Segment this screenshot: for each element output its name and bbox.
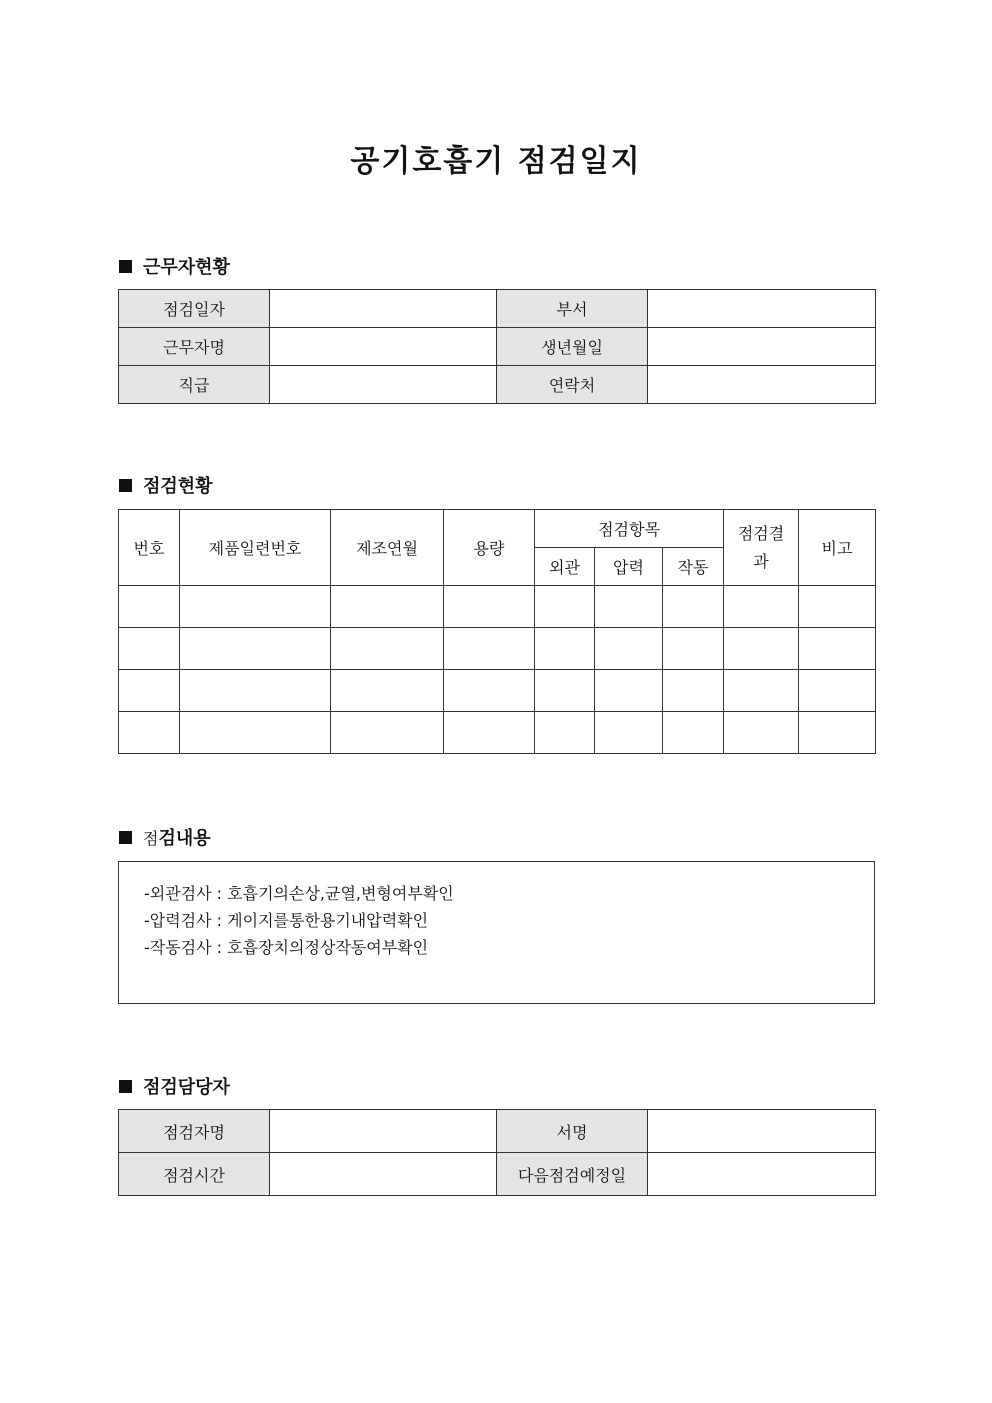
column-header-serial: 제품일련번호 (180, 510, 331, 586)
table-cell[interactable] (331, 712, 444, 754)
department-field[interactable] (648, 290, 876, 328)
table-cell[interactable] (331, 670, 444, 712)
table-cell[interactable] (535, 586, 595, 628)
table-cell[interactable] (535, 670, 595, 712)
table-cell[interactable] (799, 628, 876, 670)
table-cell[interactable] (663, 712, 724, 754)
content-line-pressure: -압력검사 : 게이지를통한용기내압력확인 (144, 911, 429, 930)
position-label: 직급 (119, 366, 270, 404)
table-row (119, 712, 876, 754)
bullet-square-icon (119, 260, 132, 273)
section-heading-content-prefix: 점 (143, 828, 159, 848)
table-cell[interactable] (724, 586, 799, 628)
table-cell[interactable] (595, 586, 663, 628)
table-cell[interactable] (595, 628, 663, 670)
table-cell[interactable] (180, 712, 331, 754)
inspection-time-field[interactable] (270, 1153, 497, 1196)
column-header-result: 점검결과 (724, 510, 799, 586)
table-cell[interactable] (180, 670, 331, 712)
table-cell[interactable] (663, 628, 724, 670)
section-heading-content (119, 824, 211, 850)
table-header-row (119, 510, 876, 548)
table-cell[interactable] (180, 628, 331, 670)
table-cell[interactable] (799, 712, 876, 754)
table-cell[interactable] (119, 670, 180, 712)
bullet-square-icon (119, 1080, 132, 1093)
column-header-capacity: 용량 (444, 510, 535, 586)
contact-field[interactable] (648, 366, 876, 404)
signature-field[interactable] (648, 1110, 876, 1153)
contact-label: 연락처 (497, 366, 648, 404)
column-header-no: 번호 (119, 510, 180, 586)
table-cell[interactable] (444, 628, 535, 670)
birth-date-field[interactable] (648, 328, 876, 366)
status-table (118, 509, 876, 754)
table-cell[interactable] (663, 670, 724, 712)
inspector-name-field[interactable] (270, 1110, 497, 1153)
table-row (119, 366, 876, 404)
position-field[interactable] (270, 366, 497, 404)
inspector-table (118, 1109, 876, 1196)
table-cell[interactable] (595, 670, 663, 712)
inspection-time-label: 점검시간 (119, 1153, 270, 1196)
worker-name-label: 근무자명 (119, 328, 270, 366)
table-cell[interactable] (119, 712, 180, 754)
table-cell[interactable] (331, 628, 444, 670)
next-inspection-date-label: 다음점검예정일 (497, 1153, 648, 1196)
section-heading-worker (119, 253, 230, 279)
table-cell[interactable] (180, 586, 331, 628)
table-cell[interactable] (444, 712, 535, 754)
column-header-pressure: 압력 (595, 548, 663, 586)
inspection-date-label: 점검일자 (119, 290, 270, 328)
content-line-exterior: -외관검사 : 호흡기의손상,균열,변형여부확인 (144, 884, 454, 903)
column-header-exterior: 외관 (535, 548, 595, 586)
page-title: 공기호흡기 점검일지 (350, 144, 642, 179)
table-cell[interactable] (724, 670, 799, 712)
table-cell[interactable] (663, 586, 724, 628)
section-heading-inspector (119, 1073, 230, 1099)
inspector-name-label: 점검자명 (119, 1110, 270, 1153)
department-label: 부서 (497, 290, 648, 328)
table-cell[interactable] (535, 628, 595, 670)
table-cell[interactable] (595, 712, 663, 754)
inspection-date-field[interactable] (270, 290, 497, 328)
signature-label: 서명 (497, 1110, 648, 1153)
next-inspection-date-field[interactable] (648, 1153, 876, 1196)
column-header-manufactured: 제조연월 (331, 510, 444, 586)
table-row (119, 290, 876, 328)
table-row (119, 670, 876, 712)
table-cell[interactable] (724, 628, 799, 670)
content-line-operation: -작동검사 : 호흡장치의정상작동여부확인 (144, 938, 429, 957)
column-header-items: 점검항목 (535, 510, 724, 548)
table-row (119, 628, 876, 670)
table-cell[interactable] (799, 586, 876, 628)
worker-table (118, 289, 876, 404)
table-row (119, 586, 876, 628)
column-header-remarks: 비고 (799, 510, 876, 586)
table-cell[interactable] (331, 586, 444, 628)
table-cell[interactable] (535, 712, 595, 754)
table-row (119, 1110, 876, 1153)
bullet-square-icon (119, 831, 132, 844)
table-cell[interactable] (444, 670, 535, 712)
inspection-content-box (118, 861, 875, 1004)
section-heading-status-label: 점검현황 (143, 476, 213, 497)
table-cell[interactable] (724, 712, 799, 754)
section-heading-status (119, 472, 213, 498)
birth-date-label: 생년월일 (497, 328, 648, 366)
section-heading-worker-label: 근무자현황 (143, 257, 230, 278)
section-heading-content-label: 검내용 (158, 828, 211, 849)
table-cell[interactable] (119, 628, 180, 670)
table-cell[interactable] (799, 670, 876, 712)
table-cell[interactable] (444, 586, 535, 628)
table-row (119, 1153, 876, 1196)
table-cell[interactable] (119, 586, 180, 628)
table-row (119, 328, 876, 366)
section-heading-inspector-label: 점검담당자 (143, 1077, 230, 1098)
bullet-square-icon (119, 479, 132, 492)
column-header-operation: 작동 (663, 548, 724, 586)
worker-name-field[interactable] (270, 328, 497, 366)
